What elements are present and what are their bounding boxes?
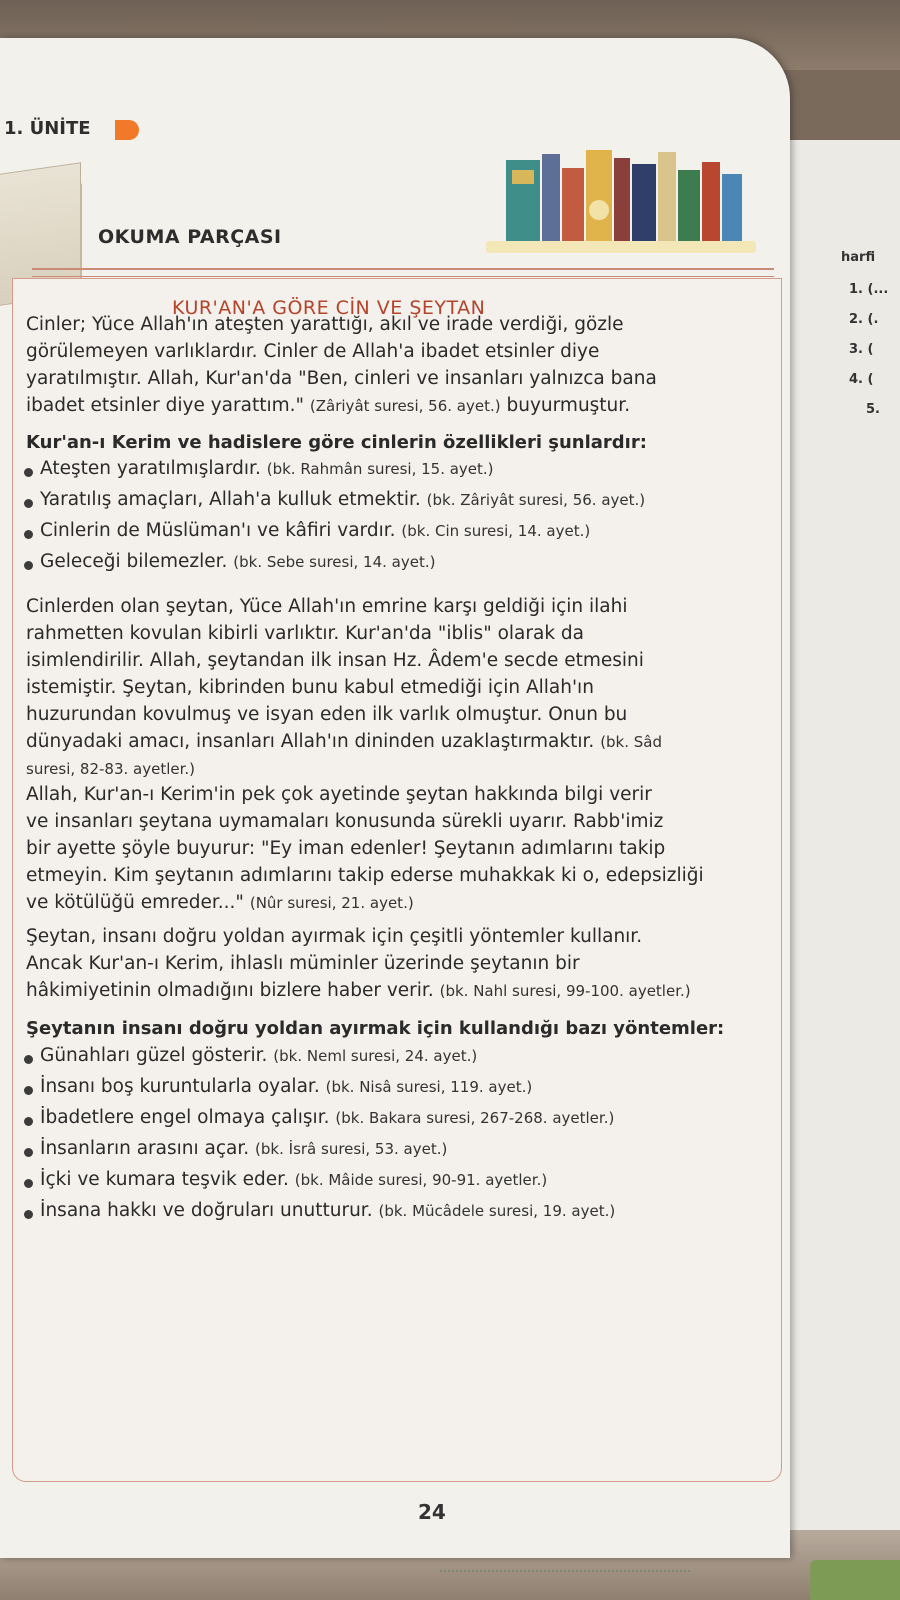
method-item (40, 1107, 614, 1128)
bullet-icon (24, 1055, 33, 1064)
unit-label: 1. ÜNİTE (4, 118, 91, 139)
method-text: İnsanların arasını açar. (40, 1138, 250, 1159)
page-number: 24 (418, 1500, 446, 1524)
paragraph-reference: (Nûr suresi, 21. ayet.) (249, 894, 414, 912)
bookshelf-illustration-icon (500, 150, 750, 250)
feature-text: Cinlerin de Müslüman'ı ve kâfiri vardır. (40, 520, 396, 541)
method-item (40, 1169, 547, 1190)
paragraph-line: Allah, Kur'an-ı Kerim'in pek çok ayetinde şeytan hakkında bilgi verir (26, 784, 652, 805)
facing-page-item: 2. (. (849, 312, 879, 327)
bullet-icon (24, 530, 33, 539)
method-reference: (bk. Neml suresi, 24. ayet.) (273, 1047, 478, 1065)
intro-line: görülemeyen varlıklardır. Cinler de Allah'a ibadet etsinler diye (26, 341, 600, 362)
feature-item (40, 551, 435, 572)
paragraph-text: hâkimiyetinin olmadığını bizlere haber verir. (26, 980, 434, 1001)
reading-title: KUR'AN'A GÖRE CİN VE ŞEYTAN (172, 297, 486, 319)
bullet-icon (24, 499, 33, 508)
paragraph-text: dünyadaki amacı, insanları Allah'ın dininden uzaklaştırmaktır. (26, 731, 595, 752)
facing-page-item: 5. (866, 402, 880, 417)
method-item (40, 1045, 477, 1066)
method-text: İnsana hakkı ve doğruları unutturur. (40, 1200, 373, 1221)
intro-line-last (26, 395, 630, 416)
method-text: İnsanı boş kuruntularla oyalar. (40, 1076, 320, 1097)
bullet-icon (24, 1179, 33, 1188)
feature-reference: (bk. Zâriyât suresi, 56. ayet.) (426, 491, 646, 509)
paragraph-line: Şeytan, insanı doğru yoldan ayırmak için çeşitli yöntemler kullanır. (26, 926, 643, 947)
paragraph-line: bir ayette şöyle buyurur: "Ey iman edenler! Şeytanın adımlarını takip (26, 838, 666, 859)
paragraph-line: ve insanları şeytana uymamaları konusunda sürekli uyarır. Rabb'imiz (26, 811, 664, 832)
bullet-icon (24, 561, 33, 570)
methods-heading: Şeytanın insanı doğru yoldan ayırmak için kullandığı bazı yöntemler: (26, 1018, 725, 1039)
paragraph-line: etmeyin. Kim şeytanın adımlarını takip ederse muhakkak ki o, edepsizliği (26, 865, 704, 886)
paragraph-reference: (bk. Sâd (600, 733, 663, 751)
bullet-icon (24, 1117, 33, 1126)
method-text: Günahları güzel gösterir. (40, 1045, 268, 1066)
method-reference: (bk. Bakara suresi, 267-268. ayetler.) (335, 1109, 615, 1127)
method-reference: (bk. Mücâdele suresi, 19. ayet.) (378, 1202, 616, 1220)
features-heading: Kur'an-ı Kerim ve hadislere göre cinlerin özellikleri şunlardır: (26, 432, 647, 453)
method-item (40, 1076, 532, 1097)
section-title: OKUMA PARÇASI (98, 226, 282, 248)
green-tab (810, 1560, 900, 1600)
facing-page-item: 4. ( (849, 372, 874, 387)
paragraph-reference-cont: suresi, 82-83. ayetler.) (26, 760, 196, 778)
paragraph-line: istemiştir. Şeytan, kibrinden bunu kabul etmediği için Allah'ın (26, 677, 594, 698)
method-text: İçki ve kumara teşvik eder. (40, 1169, 289, 1190)
paragraph-line: huzurundan kovulmuş ve isyan eden ilk varlık olmuştur. Onun bu (26, 704, 628, 725)
intro-tail: buyurmuştur. (506, 395, 631, 416)
feature-text: Ateşten yaratılmışlardır. (40, 458, 261, 479)
dotted-line (440, 1570, 690, 1572)
paragraph-reference: (bk. Nahl suresi, 99-100. ayetler.) (439, 982, 691, 1000)
feature-reference: (bk. Sebe suresi, 14. ayet.) (233, 553, 436, 571)
method-reference: (bk. Nisâ suresi, 119. ayet.) (325, 1078, 533, 1096)
facing-page-item: 3. ( (849, 342, 874, 357)
intro-reference: (Zâriyât suresi, 56. ayet.) (309, 397, 501, 415)
bullet-icon (24, 1086, 33, 1095)
divider (32, 268, 774, 277)
paragraph-line: rahmetten kovulan kibirli varlıktır. Kur'an'da "iblis" olarak da (26, 623, 584, 644)
feature-item (40, 489, 645, 510)
facing-page-item: 1. (... (849, 282, 889, 297)
intro-line: Cinler; Yüce Allah'ın ateşten yarattığı, akıl ve irade verdiği, gözle (26, 314, 624, 335)
feature-reference: (bk. Cin suresi, 14. ayet.) (401, 522, 591, 540)
method-item (40, 1138, 447, 1159)
paragraph-line (26, 892, 414, 913)
intro-line: yaratılmıştır. Allah, Kur'an'da "Ben, cinleri ve insanları yalnızca bana (26, 368, 657, 389)
method-reference: (bk. İsrâ suresi, 53. ayet.) (255, 1140, 448, 1158)
facing-page-label: harfi (841, 250, 876, 265)
feature-text: Geleceği bilemezler. (40, 551, 228, 572)
bullet-icon (24, 1148, 33, 1157)
feature-item (40, 520, 590, 541)
paragraph-line (26, 980, 691, 1001)
paragraph-line (26, 731, 662, 752)
feature-item (40, 458, 494, 479)
paragraph-line: isimlendirilir. Allah, şeytandan ilk insan Hz. Âdem'e secde etmesini (26, 650, 644, 671)
paragraph-line: Cinlerden olan şeytan, Yüce Allah'ın emrine karşı geldiği için ilahi (26, 596, 628, 617)
book-page (0, 38, 790, 1558)
method-item (40, 1200, 615, 1221)
paragraph-text: ve kötülüğü emreder..." (26, 892, 244, 913)
paragraph-line: Ancak Kur'an-ı Kerim, ihlaslı müminler üzerinde şeytanın bir (26, 953, 580, 974)
method-reference: (bk. Mâide suresi, 90-91. ayetler.) (294, 1171, 548, 1189)
bullet-icon (24, 1210, 33, 1219)
unit-marker-icon (115, 120, 139, 140)
intro-text: ibadet etsinler diye yarattım." (26, 395, 305, 416)
method-text: İbadetlere engel olmaya çalışır. (40, 1107, 330, 1128)
feature-reference: (bk. Rahmân suresi, 15. ayet.) (266, 460, 494, 478)
shelf (486, 241, 756, 253)
feature-text: Yaratılış amaçları, Allah'a kulluk etmektir. (40, 489, 421, 510)
bullet-icon (24, 468, 33, 477)
